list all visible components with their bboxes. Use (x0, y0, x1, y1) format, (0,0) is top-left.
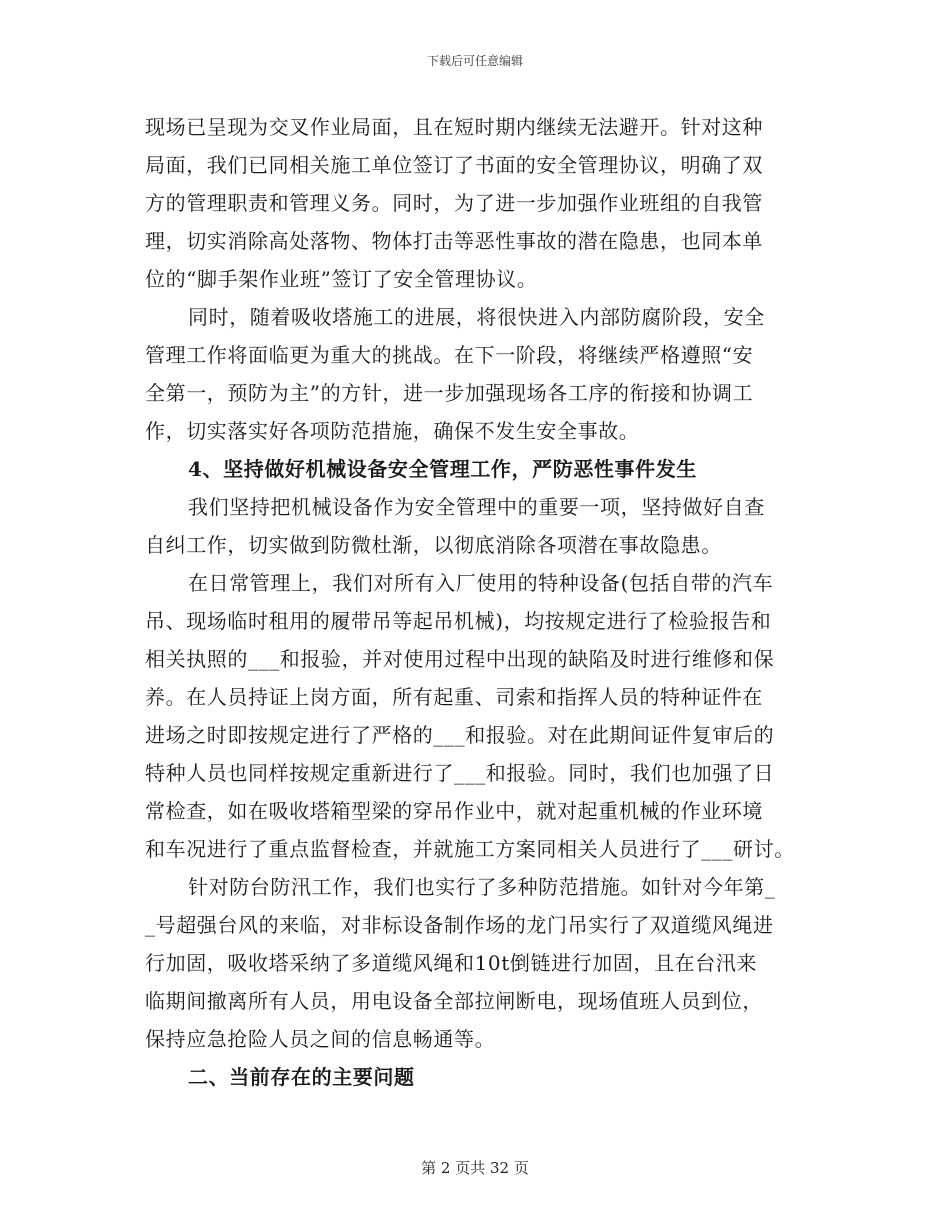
section-heading-2: 二、当前存在的主要问题 (188, 1065, 415, 1089)
body-text-line: 行加固，吸收塔采纳了多道缆风绳和10t倒链进行加固，且在台汛来 (145, 951, 758, 975)
body-text-line: 常检查，如在吸收塔箱型梁的穿吊作业中，就对起重机械的作业环境 (145, 799, 763, 823)
body-text-line: 我们坚持把机械设备作为安全管理中的重要一项，坚持做好自查 (188, 495, 765, 519)
page-header-note: 下载后可任意编辑 (426, 54, 523, 68)
body-text-line: _号超强台风的来临，对非标设备制作场的龙门吊实行了双道缆风绳进 (145, 913, 774, 937)
body-text-line: 进场之时即按规定进行了严格的___和报验。对在此期间证件复审后的 (145, 723, 775, 747)
body-text-line: 全第一，预防为主”的方针，进一步加强现场各工序的衔接和协调工 (145, 381, 754, 405)
body-text-line: 现场已呈现为交叉作业局面，且在短时期内继续无法避开。针对这种 (145, 115, 763, 139)
body-text-line: 和车况进行了重点监督检查，并就施工方案同相关人员进行了___研讨。 (145, 837, 795, 861)
body-text-line: 局面，我们已同相关施工单位签订了书面的安全管理协议，明确了双 (145, 153, 763, 177)
body-text-line: 针对防台防汛工作，我们也实行了多种防范措施。如针对今年第_ (188, 875, 776, 899)
body-text-line: 吊、现场临时租用的履带吊等起吊机械)，均按规定进行了检验报告和 (145, 609, 772, 633)
body-text-line: 保持应急抢险人员之间的信息畅通等。 (145, 1027, 496, 1051)
body-text-line: 在日常管理上，我们对所有入厂使用的特种设备(包括自带的汽车 (188, 571, 774, 595)
body-text-line: 特种人员也同样按规定重新进行了___和报验。同时，我们也加强了日 (145, 761, 775, 785)
body-text-line: 养。在人员持证上岗方面，所有起重、司索和指挥人员的特种证件在 (145, 685, 763, 709)
section-heading-4: 4、坚持做好机械设备安全管理工作，严防恶性事件发生 (188, 457, 697, 481)
body-text-line: 方的管理职责和管理义务。同时，为了进一步加强作业班组的自我管 (145, 191, 763, 215)
body-text-line: 管理工作将面临更为重大的挑战。在下一阶段，将继续严格遵照“安 (145, 343, 754, 367)
body-text-line: 理，切实消除高处落物、物体打击等恶性事故的潜在隐患，也同本单 (145, 229, 763, 253)
body-text-line: 相关执照的___和报验，并对使用过程中出现的缺陷及时进行维修和保 (145, 647, 775, 671)
body-text-line: 位的“脚手架作业班”签订了安全管理协议。 (145, 267, 538, 291)
body-text-line: 自纠工作，切实做到防微杜渐，以彻底消除各项潜在事故隐患。 (145, 533, 722, 557)
body-text-line: 作，切实落实好各项防范措施，确保不发生安全事故。 (145, 419, 640, 443)
body-text-line: 临期间撤离所有人员，用电设备全部拉闸断电，现场值班人员到位， (145, 989, 763, 1013)
body-text-line: 同时，随着吸收塔施工的进展，将很快进入内部防腐阶段，安全 (188, 305, 765, 329)
page-number-footer: 第 2 页共 32 页 (421, 1159, 529, 1177)
